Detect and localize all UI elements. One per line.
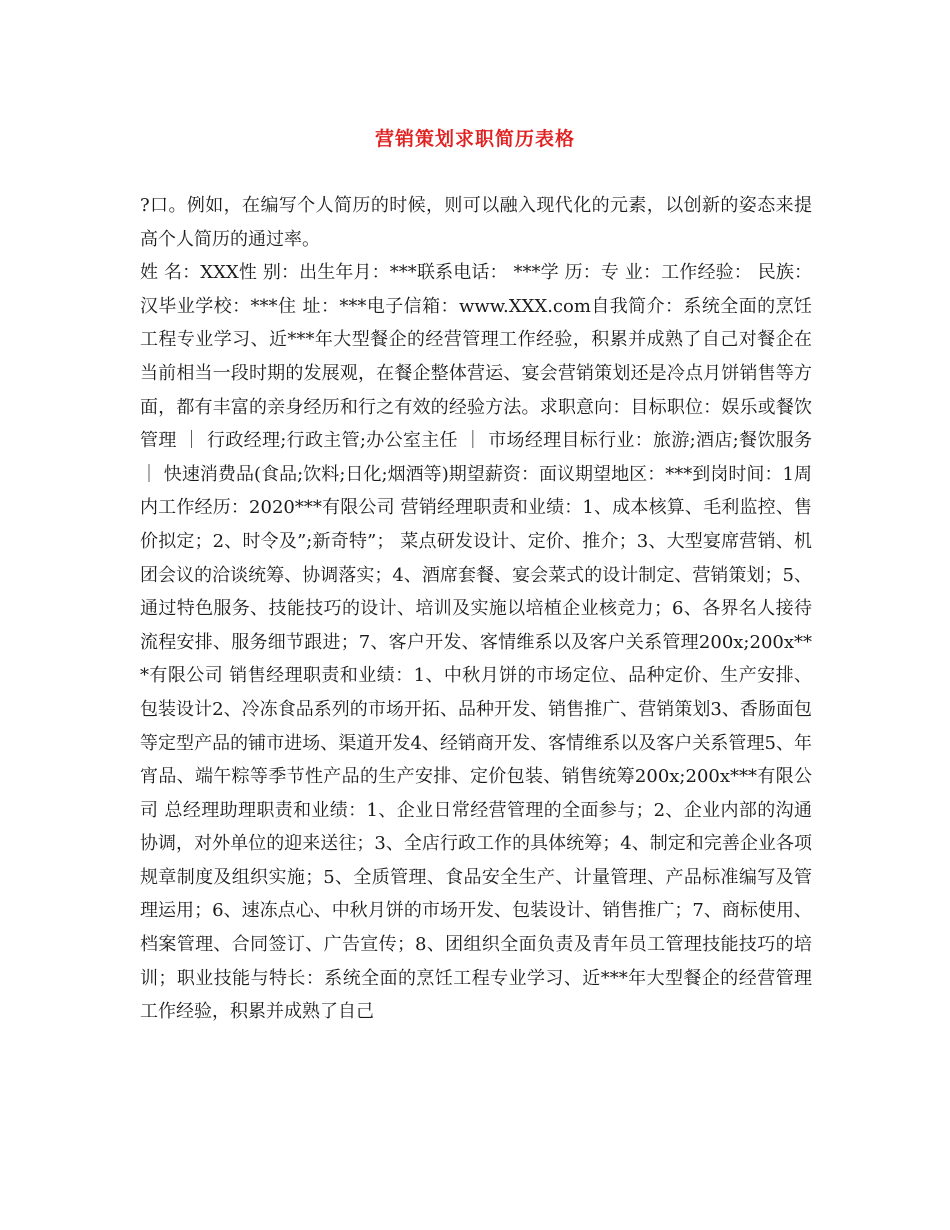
document-body	[140, 189, 812, 1029]
resume-paragraph: 姓 名：XXX性 别：出生年月：***联系电话： ***学 历：专 业：工作经验： 民族：汉毕业学校：***住 址：***电子信箱：www.XXX.com自我简介：系统全面的烹饪工程专业学习、近***年大型餐企的经营管理工作经验，积累并成熟了自己对餐企在当前相当一段时期的发展观，在餐企整体营运、宴会营销策划还是冷点月饼销售等方面，都有丰富的亲身经历和行之有效的经验方法。求职意向：目标职位：娱乐或餐饮管理 ｜ 行政经理;行政主管;办公室主任 ｜ 市场经理目标行业：旅游;酒店;餐饮服务 ｜ 快速消费品(食品;饮料;日化;烟酒等)期望薪资：面议期望地区：***到岗时间：1周内工作经历：2020***有限公司 营销经理职责和业绩：1、成本核算、毛利监控、售价拟定；2、时令及”;新奇特”； 菜点研发设计、定价、推介；3、大型宴席营销、机团会议的洽谈统筹、协调落实；4、酒席套餐、宴会菜式的设计制定、营销策划；5、通过特色服务、技能技巧的设计、培训及实施以培植企业核竞力；6、各界名人接待流程安排、服务细节跟进；7、客户开发、客情维系以及客户关系管理200x;200x***有限公司 销售经理职责和业绩：1、中秋月饼的市场定位、品种定价、生产安排、包装设计2、冷冻食品系列的市场开拓、品种开发、销售推广、营销策划3、香肠面包等定型产品的铺市进场、渠道开发4、经销商开发、客情维系以及客户关系管理5、年宵品、端午粽等季节性产品的生产安排、定价包装、销售统筹200x;200x***有限公司 总经理助理职责和业绩：1、企业日常经营管理的全面参与；2、企业内部的沟通协调，对外单位的迎来送往；3、全店行政工作的具体统筹；4、制定和完善企业各项规章制度及组织实施；5、全质管理、食品安全生产、计量管理、产品标准编写及管理运用；6、速冻点心、中秋月饼的市场开发、包装设计、销售推广；7、商标使用、档案管理、合同签订、广告宣传；8、团组织全面负责及青年员工管理技能技巧的培训；职业技能与特长：系统全面的烹饪工程专业学习、近***年大型餐企的经营管理工作经验，积累并成熟了自己	[140, 262, 812, 1023]
document-title: 营销策划求职简历表格	[374, 128, 575, 150]
intro-paragraph: ?口。例如，在编写个人简历的时候，则可以融入现代化的元素，以创新的姿态来提高个人简历的通过率。	[140, 195, 812, 250]
